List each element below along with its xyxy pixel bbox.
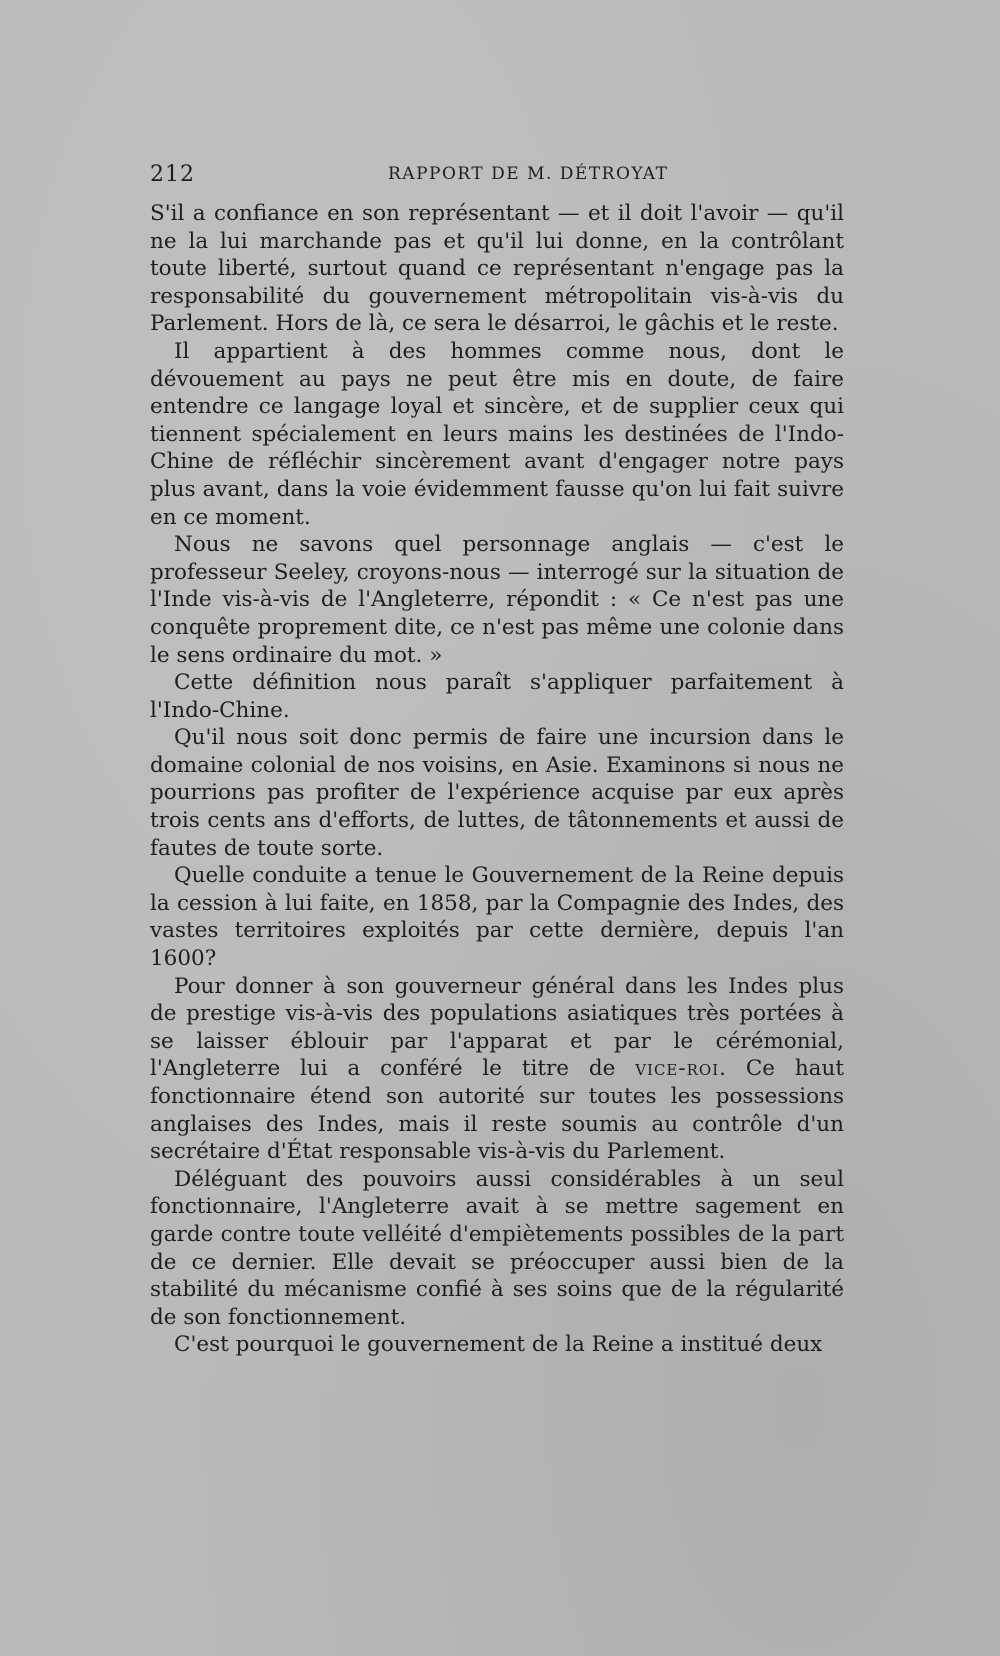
paragraph: Qu'il nous soit donc permis de faire une incursion dans le domaine colonial de nos voisins, en Asie. Examinons si nous ne pourrions pas profiter de l'expérience acquise par eux après trois cents ans d'efforts, de luttes, de tâtonnements et aussi de fautes de toute sorte. bbox=[150, 725, 844, 861]
paragraph bbox=[150, 973, 844, 1166]
running-title: RAPPORT DE M. DÉTROYAT bbox=[388, 164, 669, 184]
paragraph: Il appartient à des hommes comme nous, dont le dévouement au pays ne peut être mis en doute, de faire entendre ce langage loyal et sincère, et de supplier ceux qui tiennent spécialement en leurs mains les destinées de l'Indo-Chine de réfléchir sincèrement avant d'engager notre pays plus avant, dans la voie évidemment fausse qu'on lui fait suivre en ce moment. bbox=[150, 338, 844, 530]
page-number: 212 bbox=[150, 162, 195, 187]
paragraph: Quelle conduite a tenue le Gouvernement de la Reine depuis la cession à lui faite, en 1858, par la Compagnie des Indes, des vastes territoires exploités par cette dernière, depuis l'an 1600? bbox=[150, 863, 844, 972]
paragraph: C'est pourquoi le gouvernement de la Reine a institué deux bbox=[174, 1332, 823, 1358]
paragraph-text: . Ce haut fonctionnaire étend son autorité sur toutes les possessions anglaises des Indes, mais il reste soumis au contrôle d'un secrétaire d'État responsable vis-à-vis du Parlement. bbox=[150, 1056, 844, 1165]
paragraph-text: Pour donner à son gouverneur général dans les Indes plus de prestige vis-à-vis des populations asiatiques très portées à se laisser éblouir par l'apparat et par le cérémonial, l'Angleterre lui a conféré le titre de bbox=[150, 973, 844, 1082]
paragraph: Cette définition nous paraît s'appliquer parfaitement à l'Indo-Chine. bbox=[150, 670, 844, 723]
paragraph: Nous ne savons quel personnage anglais — c'est le professeur Seeley, croyons-nous — interrogé sur la situation de l'Inde vis-à-vis de l'Angleterre, répondit : « Ce n'est pas une conquête proprement dite, ce n'est pas même une colonie dans le sens ordinaire du mot. » bbox=[150, 532, 844, 668]
running-head bbox=[150, 162, 844, 188]
smallcaps-term: vice-roi bbox=[635, 1056, 720, 1082]
body-text bbox=[150, 200, 844, 1359]
paragraph: Déléguant des pouvoirs aussi considérables à un seul fonctionnaire, l'Angleterre avait à se mettre sagement en garde contre toute velléité d'empiètements possibles de la part de ce dernier. Elle devait se préoccuper aussi bien de la stabilité du mécanisme confié à ses soins que de la régularité de son fonctionnement. bbox=[150, 1166, 844, 1330]
paragraph: S'il a confiance en son représentant — et il doit l'avoir — qu'il ne la lui marchande pas et qu'il lui donne, en la contrôlant toute liberté, surtout quand ce représentant n'engage pas la responsabilité du gouvernement métropolitain vis-à-vis du Parlement. Hors de là, ce sera le désarroi, le gâchis et le reste. bbox=[150, 201, 844, 337]
